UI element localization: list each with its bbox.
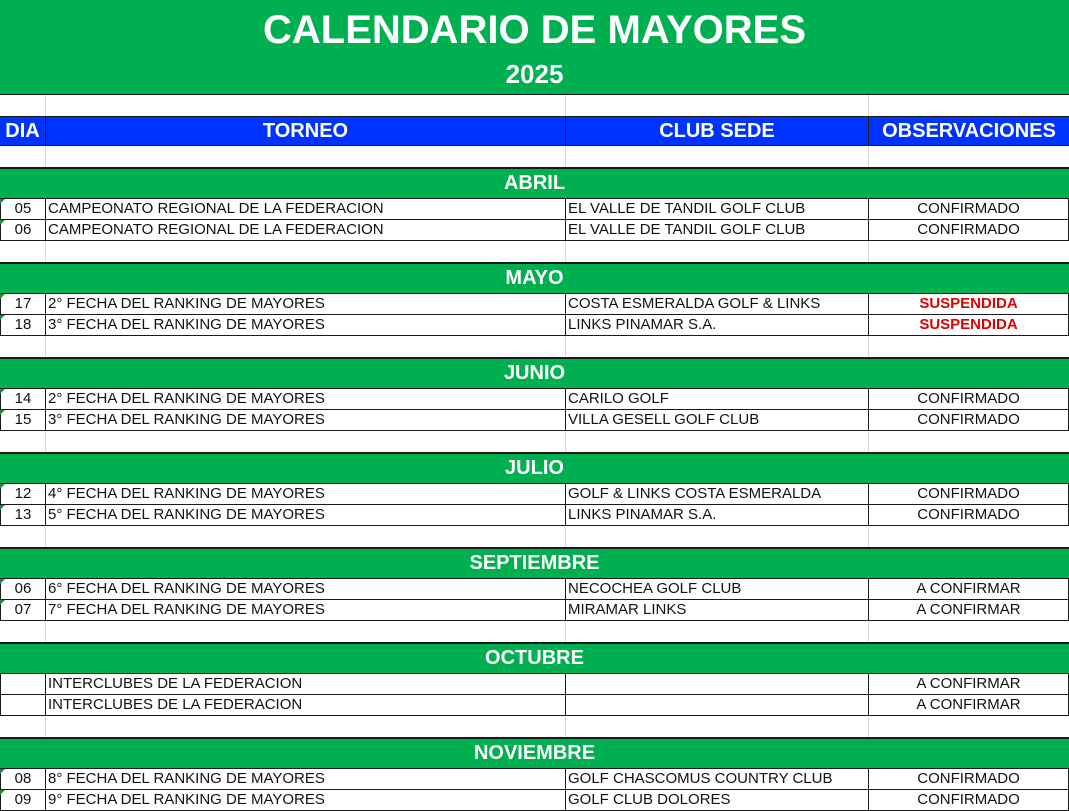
club-cell[interactable] <box>566 695 869 715</box>
dia-header[interactable]: DIA <box>0 117 46 145</box>
club-cell[interactable]: VILLA GESELL GOLF CLUB <box>566 410 869 430</box>
page-year: 2025 <box>505 59 564 89</box>
club-cell[interactable]: MIRAMAR LINKS <box>566 600 869 620</box>
club-cell[interactable]: EL VALLE DE TANDIL GOLF CLUB <box>566 199 869 219</box>
torneo-cell[interactable]: INTERCLUBES DE LA FEDERACION <box>46 695 566 715</box>
club-cell[interactable]: NECOCHEA GOLF CLUB <box>566 579 869 599</box>
status-cell[interactable]: CONFIRMADO <box>869 484 1069 504</box>
cell-marker-icon <box>0 389 5 394</box>
club-cell[interactable]: LINKS PINAMAR S.A. <box>566 315 869 335</box>
empty-cell[interactable] <box>0 621 46 642</box>
status-cell[interactable]: CONFIRMADO <box>869 199 1069 219</box>
empty-cell[interactable] <box>46 146 566 167</box>
torneo-cell[interactable]: 2° FECHA DEL RANKING DE MAYORES <box>46 294 566 314</box>
club-cell[interactable]: GOLF CHASCOMUS COUNTRY CLUB <box>566 769 869 789</box>
table-row[interactable] <box>0 769 1069 790</box>
cell-marker-icon <box>0 199 5 204</box>
cell-marker-icon <box>0 294 5 299</box>
table-row[interactable] <box>0 410 1069 431</box>
torneo-cell[interactable]: 2° FECHA DEL RANKING DE MAYORES <box>46 389 566 409</box>
title-banner <box>0 0 1069 95</box>
month-row-mayo[interactable] <box>0 262 1069 294</box>
empty-cell[interactable] <box>0 146 46 167</box>
torneo-cell[interactable]: 5° FECHA DEL RANKING DE MAYORES <box>46 505 566 525</box>
empty-cell[interactable] <box>46 716 566 737</box>
empty-cell[interactable] <box>0 336 46 357</box>
torneo-header[interactable]: TORNEO <box>46 117 566 145</box>
month-row-noviembre[interactable] <box>0 737 1069 769</box>
torneo-cell[interactable]: 8° FECHA DEL RANKING DE MAYORES <box>46 769 566 789</box>
month-row-septiembre[interactable] <box>0 547 1069 579</box>
empty-cell[interactable] <box>869 95 1069 116</box>
table-row[interactable] <box>0 674 1069 695</box>
dia-cell[interactable]: 09 <box>0 790 46 810</box>
month-label: JUNIO <box>503 362 566 384</box>
status-cell[interactable]: CONFIRMADO <box>869 790 1069 810</box>
status-cell[interactable]: A CONFIRMAR <box>869 674 1069 694</box>
dia-cell[interactable] <box>0 695 46 715</box>
table-row[interactable] <box>0 315 1069 336</box>
empty-cell[interactable] <box>869 716 1069 737</box>
table-row[interactable] <box>0 505 1069 526</box>
cell-marker-icon <box>0 769 5 774</box>
empty-cell[interactable] <box>869 336 1069 357</box>
dia-cell[interactable] <box>0 674 46 694</box>
dia-cell[interactable]: 14 <box>0 389 46 409</box>
cell-marker-icon <box>0 220 5 225</box>
status-cell[interactable]: CONFIRMADO <box>869 769 1069 789</box>
empty-cell[interactable] <box>46 431 566 452</box>
club-header[interactable]: CLUB SEDE <box>566 117 869 145</box>
dia-cell[interactable]: 06 <box>0 220 46 240</box>
spacer-row-after-5 <box>0 716 1069 737</box>
table-row[interactable] <box>0 389 1069 410</box>
dia-cell[interactable]: 12 <box>0 484 46 504</box>
empty-cell[interactable] <box>566 95 869 116</box>
cell-marker-icon <box>0 505 5 510</box>
status-cell[interactable]: A CONFIRMAR <box>869 600 1069 620</box>
empty-cell[interactable] <box>46 95 566 116</box>
club-cell[interactable]: EL VALLE DE TANDIL GOLF CLUB <box>566 220 869 240</box>
cell-marker-icon <box>0 315 5 320</box>
torneo-cell[interactable]: 6° FECHA DEL RANKING DE MAYORES <box>46 579 566 599</box>
table-row[interactable] <box>0 294 1069 315</box>
month-label: ABRIL <box>503 172 566 194</box>
dia-cell[interactable]: 15 <box>0 410 46 430</box>
month-label: SEPTIEMBRE <box>469 552 600 574</box>
spacer-row-after-4 <box>0 621 1069 642</box>
club-cell[interactable] <box>566 674 869 694</box>
status-cell[interactable]: SUSPENDIDA <box>869 315 1069 335</box>
empty-cell[interactable] <box>869 146 1069 167</box>
torneo-cell[interactable]: CAMPEONATO REGIONAL DE LA FEDERACION <box>46 220 566 240</box>
empty-cell[interactable] <box>566 241 869 262</box>
empty-cell[interactable] <box>566 336 869 357</box>
empty-cell[interactable] <box>46 241 566 262</box>
dia-cell[interactable]: 18 <box>0 315 46 335</box>
torneo-cell[interactable]: 7° FECHA DEL RANKING DE MAYORES <box>46 600 566 620</box>
month-row-octubre[interactable] <box>0 642 1069 674</box>
status-cell[interactable]: CONFIRMADO <box>869 389 1069 409</box>
empty-cell[interactable] <box>566 526 869 547</box>
month-label: MAYO <box>505 267 564 289</box>
obs-header[interactable]: OBSERVACIONES <box>882 120 1056 142</box>
spacer-row-after-header <box>0 146 1069 167</box>
table-row[interactable] <box>0 579 1069 600</box>
torneo-cell[interactable]: 3° FECHA DEL RANKING DE MAYORES <box>46 315 566 335</box>
table-row[interactable] <box>0 220 1069 241</box>
cell-marker-icon <box>0 600 5 605</box>
club-cell[interactable]: GOLF CLUB DOLORES <box>566 790 869 810</box>
empty-cell[interactable] <box>0 431 46 452</box>
dia-cell[interactable]: 07 <box>0 600 46 620</box>
dia-cell[interactable]: 17 <box>0 294 46 314</box>
dia-cell[interactable]: 13 <box>0 505 46 525</box>
empty-cell[interactable] <box>46 526 566 547</box>
cell-marker-icon <box>0 410 5 415</box>
empty-cell[interactable] <box>869 241 1069 262</box>
table-row[interactable] <box>0 695 1069 716</box>
empty-cell[interactable] <box>46 336 566 357</box>
month-label: NOVIEMBRE <box>473 742 596 764</box>
status-cell[interactable]: A CONFIRMAR <box>869 579 1069 599</box>
club-cell[interactable]: LINKS PINAMAR S.A. <box>566 505 869 525</box>
month-label: OCTUBRE <box>485 647 584 669</box>
empty-cell[interactable] <box>566 716 869 737</box>
torneo-cell[interactable]: 9° FECHA DEL RANKING DE MAYORES <box>46 790 566 810</box>
cell-marker-icon <box>0 790 5 795</box>
empty-cell[interactable] <box>566 621 869 642</box>
torneo-cell[interactable]: 3° FECHA DEL RANKING DE MAYORES <box>46 410 566 430</box>
empty-cell[interactable] <box>869 621 1069 642</box>
spacer-row-after-1 <box>0 336 1069 357</box>
spacer-row-top <box>0 95 1069 116</box>
month-row-junio[interactable] <box>0 357 1069 389</box>
spacer-row-after-0 <box>0 241 1069 262</box>
cell-marker-icon <box>0 484 5 489</box>
empty-cell[interactable] <box>0 526 46 547</box>
club-cell[interactable]: COSTA ESMERALDA GOLF & LINKS <box>566 294 869 314</box>
cell-marker-icon <box>0 579 5 584</box>
page-title: CALENDARIO DE MAYORES <box>262 8 807 52</box>
status-cell[interactable]: CONFIRMADO <box>869 410 1069 430</box>
empty-cell[interactable] <box>0 716 46 737</box>
status-cell[interactable]: A CONFIRMAR <box>869 695 1069 715</box>
empty-cell[interactable] <box>0 241 46 262</box>
table-row[interactable] <box>0 199 1069 220</box>
spacer-row-after-2 <box>0 431 1069 452</box>
month-row-abril[interactable] <box>0 167 1069 199</box>
club-cell[interactable]: GOLF & LINKS COSTA ESMERALDA <box>566 484 869 504</box>
torneo-cell[interactable]: CAMPEONATO REGIONAL DE LA FEDERACION <box>46 199 566 219</box>
empty-cell[interactable] <box>566 146 869 167</box>
dia-cell[interactable]: 05 <box>0 199 46 219</box>
table-row[interactable] <box>0 790 1069 811</box>
column-header-row <box>0 116 1069 146</box>
status-cell[interactable]: CONFIRMADO <box>869 505 1069 525</box>
table-row[interactable] <box>0 484 1069 505</box>
status-cell[interactable]: SUSPENDIDA <box>869 294 1069 314</box>
empty-cell[interactable] <box>869 526 1069 547</box>
dia-cell[interactable]: 08 <box>0 769 46 789</box>
torneo-cell[interactable]: 4° FECHA DEL RANKING DE MAYORES <box>46 484 566 504</box>
empty-cell[interactable] <box>869 431 1069 452</box>
spacer-row-after-3 <box>0 526 1069 547</box>
table-row[interactable] <box>0 600 1069 621</box>
dia-cell[interactable]: 06 <box>0 579 46 599</box>
month-row-julio[interactable] <box>0 452 1069 484</box>
empty-cell[interactable] <box>46 621 566 642</box>
club-cell[interactable]: CARILO GOLF <box>566 389 869 409</box>
empty-cell[interactable] <box>566 431 869 452</box>
status-cell[interactable]: CONFIRMADO <box>869 220 1069 240</box>
torneo-cell[interactable]: INTERCLUBES DE LA FEDERACION <box>46 674 566 694</box>
month-label: JULIO <box>505 457 564 479</box>
empty-cell[interactable] <box>0 95 46 116</box>
